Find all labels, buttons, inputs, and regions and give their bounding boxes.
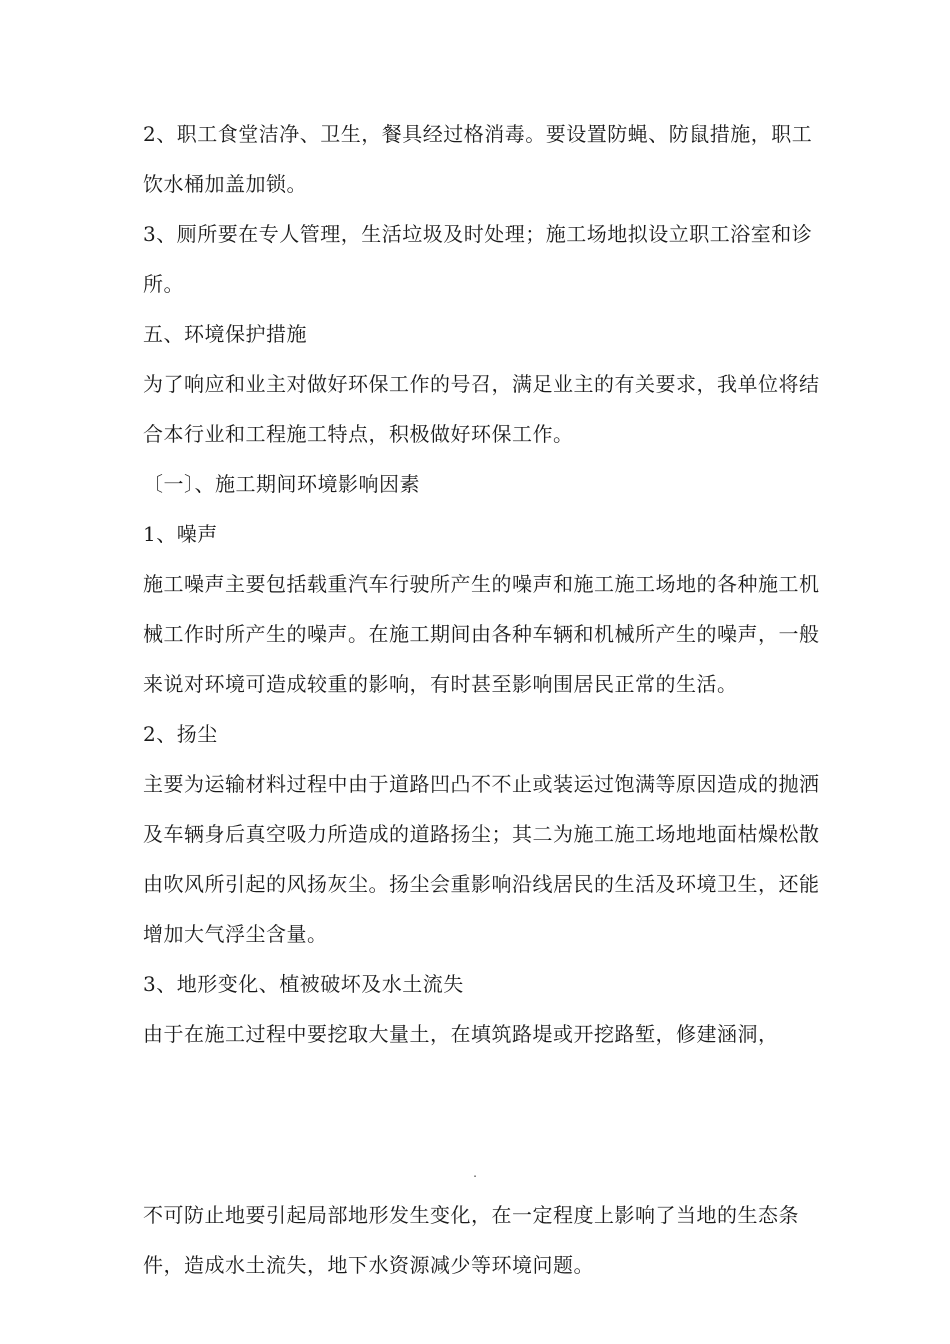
body-text-bottom xyxy=(143,1190,823,1290)
item-heading-terrain-change: 3、地形变化、植被破坏及水土流失 xyxy=(143,972,464,996)
body-text-top xyxy=(143,109,823,1059)
page-break-marker: . xyxy=(473,1166,477,1180)
paragraph-dust: 主要为运输材料过程中由于道路凹凸不不止或装运过饱满等原因造成的抛洒及车辆身后真空吸力所造成的道路扬尘；其二为施工施工场地地面枯燥松散由吹风所引起的风扬灰尘。扬尘会重影响沿线居民的生活及环境卫生，还能增加大气浮尘含量。 xyxy=(143,772,820,946)
subsection-heading-impact-factors: 〔一〕、施工期间环境影响因素 xyxy=(143,472,420,496)
paragraph-canteen-hygiene: 2、职工食堂洁净、卫生，餐具经过格消毒。要设置防蝇、防鼠措施，职工饮水桶加盖加锁。 xyxy=(143,122,813,196)
paragraph-terrain-change-continued: 不可防止地要引起局部地形发生变化，在一定程度上影响了当地的生态条件，造成水土流失，地下水资源减少等环境问题。 xyxy=(143,1203,799,1277)
paragraph-noise: 施工噪声主要包括载重汽车行驶所产生的噪声和施工施工场地的各种施工机械工作时所产生的噪声。在施工期间由各种车辆和机械所产生的噪声，一般来说对环境可造成较重的影响，有时甚至影响围居民正常的生活。 xyxy=(143,572,820,696)
paragraph-environmental-intro: 为了响应和业主对做好环保工作的号召，满足业主的有关要求，我单位将结合本行业和工程施工特点，积极做好环保工作。 xyxy=(143,372,820,446)
paragraph-terrain-change-start: 由于在施工过程中要挖取大量土，在填筑路堤或开挖路堑，修建涵洞， xyxy=(143,1022,779,1046)
item-heading-dust: 2、扬尘 xyxy=(143,722,218,746)
section-heading-environmental-protection: 五、环境保护措施 xyxy=(143,322,307,346)
paragraph-toilet-management: 3、厕所要在专人管理，生活垃圾及时处理；施工场地拟设立职工浴室和诊所。 xyxy=(143,222,813,296)
item-heading-noise: 1、噪声 xyxy=(143,522,218,546)
